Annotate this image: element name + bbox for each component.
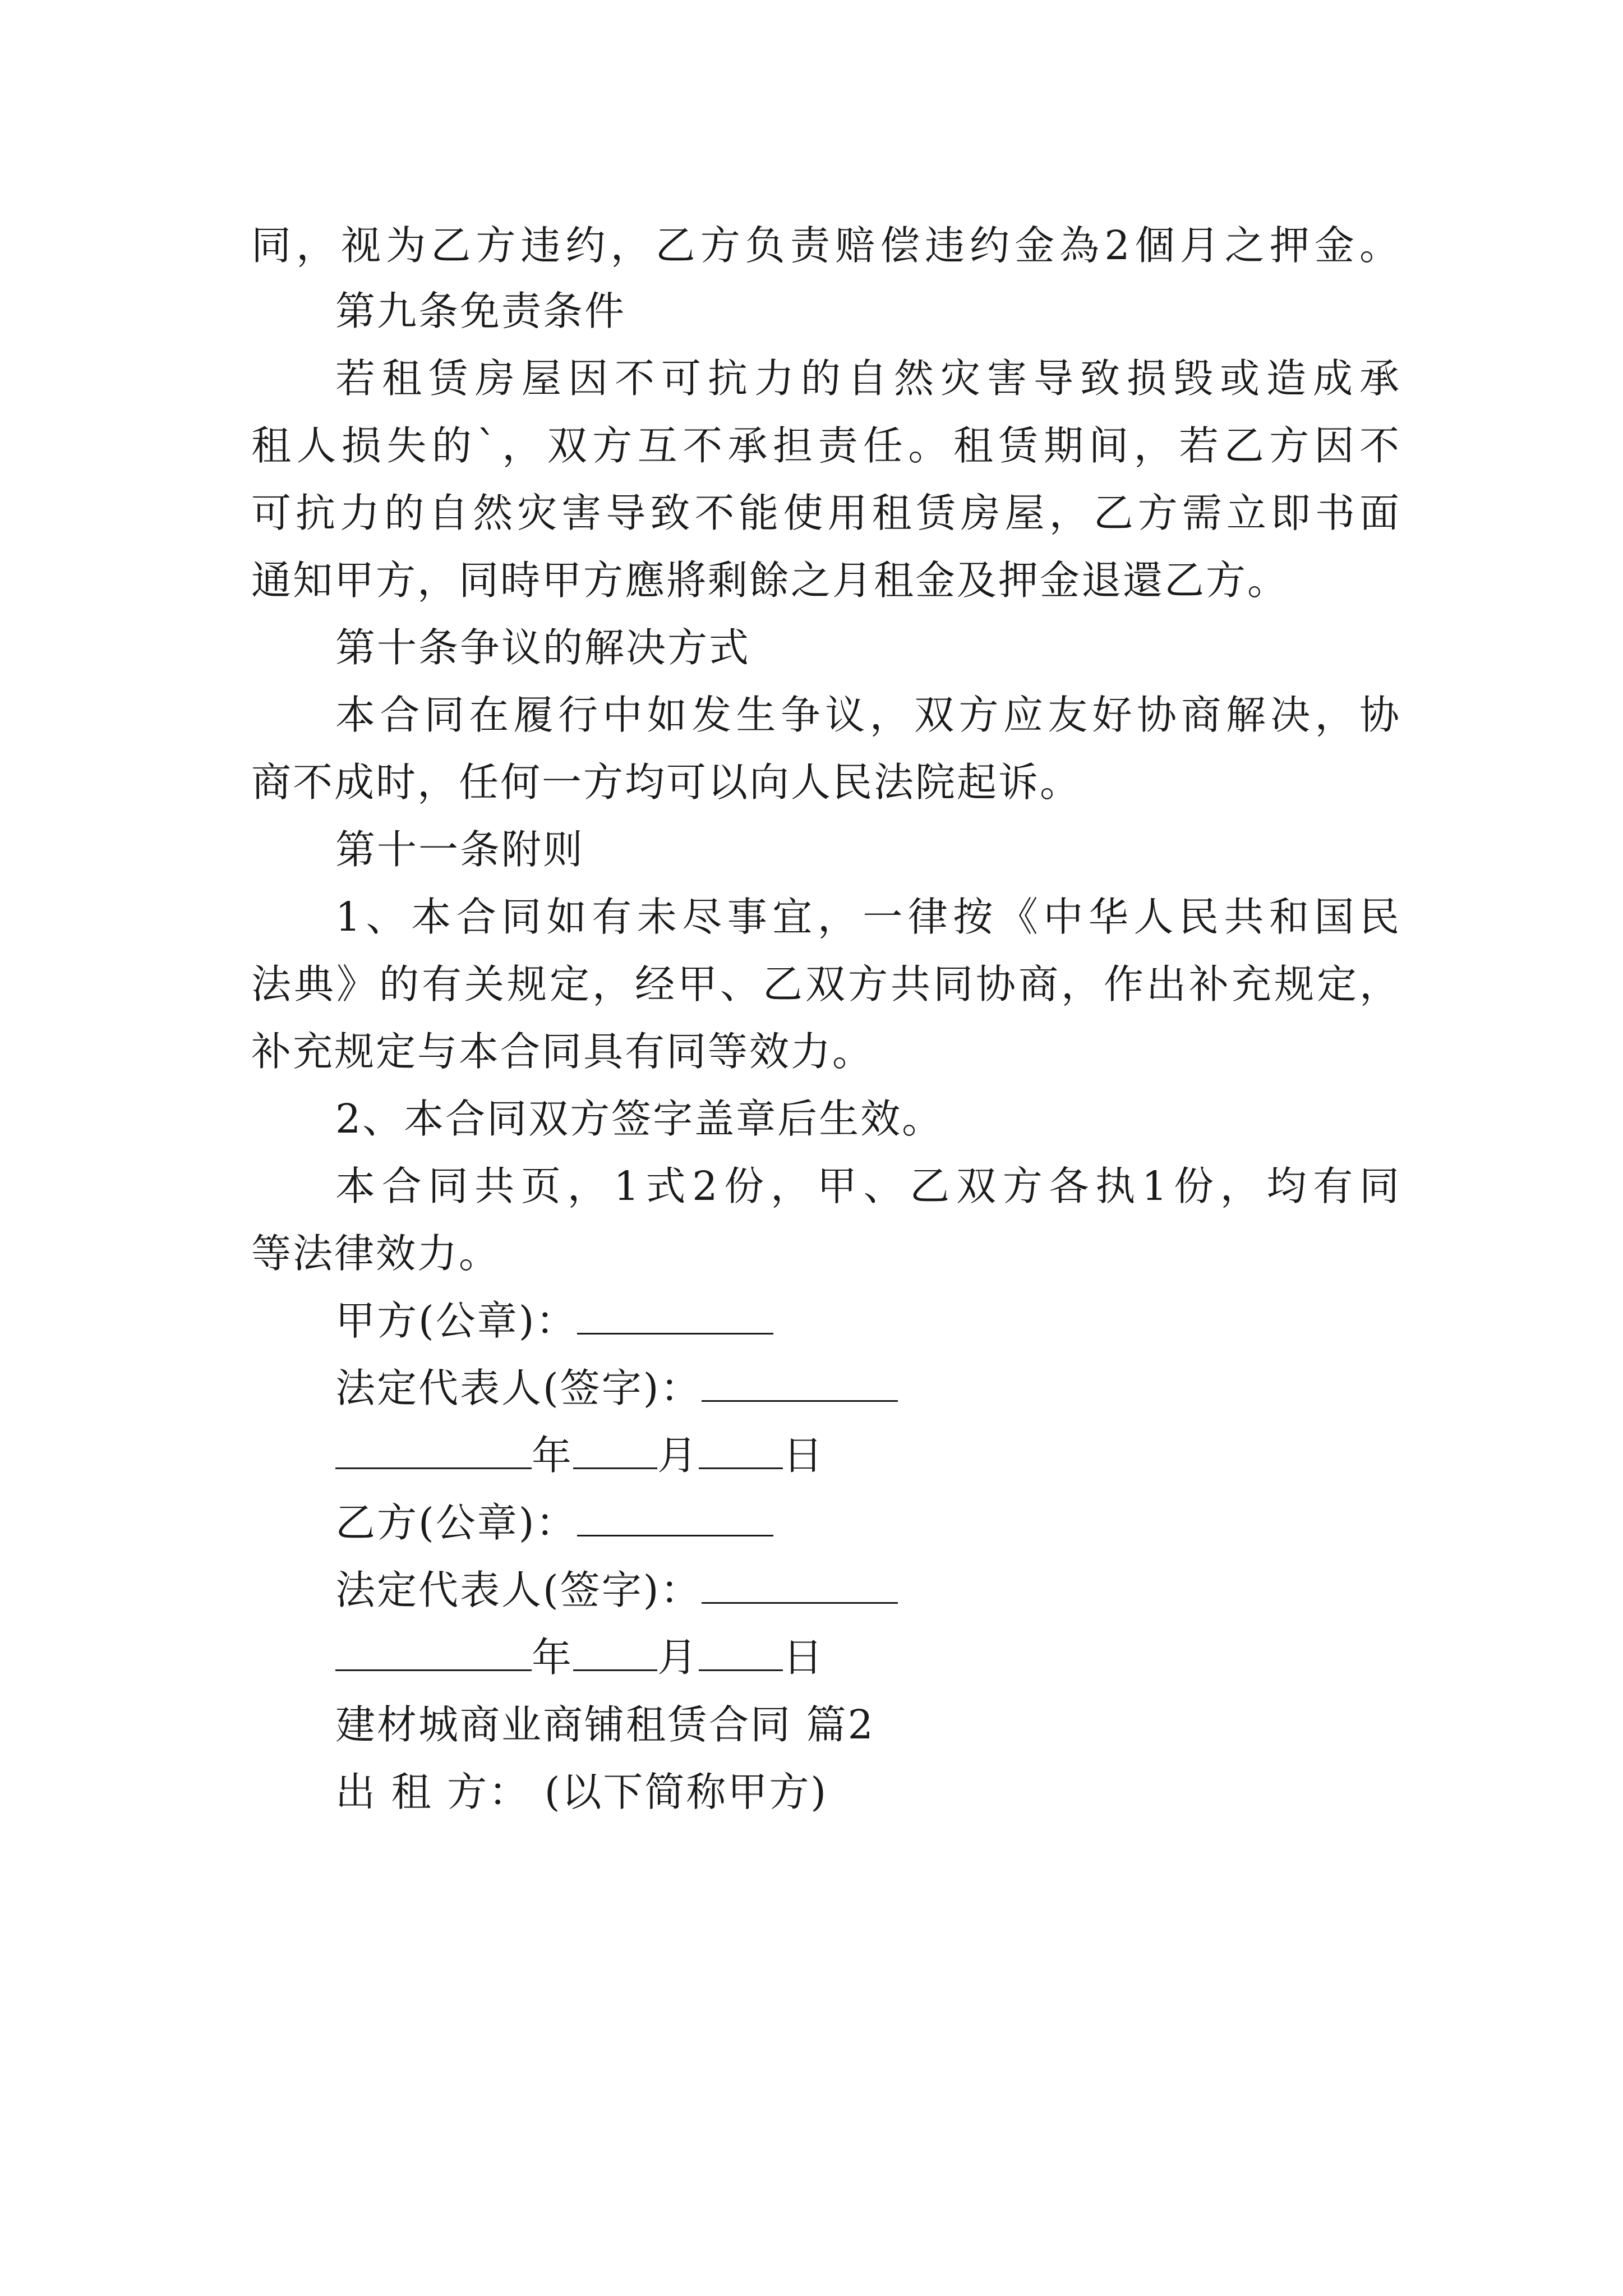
- day-blank: [699, 1635, 783, 1671]
- paragraph-line: 本合同共页，1式2份，甲、乙双方各执1份，均有同: [335, 1163, 1401, 1209]
- paragraph-line: 1、本合同如有未尽事宜，一律按《中华人民共和国民: [335, 894, 1401, 940]
- month-label: 月: [657, 1432, 699, 1479]
- year-label: 年: [532, 1634, 574, 1681]
- year-blank: [335, 1433, 532, 1469]
- month-label: 月: [657, 1634, 699, 1681]
- party-a-seal-line: [335, 1293, 1401, 1349]
- paragraph-line: 法典》的有关规定，经甲、乙双方共同协商，作出补充规定，: [251, 961, 1401, 1007]
- month-blank: [573, 1433, 657, 1469]
- legal-rep-blank: [702, 1365, 898, 1402]
- paragraph-line: 租人损失的`，双方互不承担责任。租赁期间，若乙方因不: [251, 422, 1401, 469]
- paragraph-line: 补充规定与本合同具有同等效力。: [251, 1028, 874, 1075]
- party-b-date-line: [335, 1630, 1401, 1686]
- party-b-seal-line: [335, 1495, 1401, 1551]
- day-label: 日: [783, 1634, 825, 1681]
- party-a-date-line: [335, 1428, 1401, 1484]
- lessor-line: 出 租 方： (以下简称甲方): [335, 1769, 828, 1815]
- year-blank: [335, 1635, 532, 1671]
- paragraph-line: 可抗力的自然灾害导致不能使用租赁房屋，乙方需立即书面: [251, 490, 1401, 536]
- party-a-blank: [577, 1298, 773, 1335]
- day-label: 日: [783, 1432, 825, 1479]
- party-a-rep-line: [335, 1360, 1401, 1416]
- legal-rep-label: 法定代表人(签字)：: [335, 1365, 702, 1411]
- paragraph-line: 等法律效力。: [251, 1230, 501, 1277]
- article-heading: 第十条争议的解决方式: [335, 624, 751, 671]
- paragraph-line: 同，视为乙方违约，乙方负责赔偿违约金為2個月之押金。: [251, 222, 1401, 269]
- paragraph-line: 2、本合同双方签字盖章后生效。: [335, 1096, 944, 1142]
- article-heading: 第九条免责条件: [335, 288, 626, 334]
- paragraph-line: 本合同在履行中如发生争议，双方应友好协商解决，协: [335, 692, 1401, 738]
- paragraph-line: 通知甲方，同時甲方應將剩餘之月租金及押金退還乙方。: [251, 557, 1289, 604]
- party-b-blank: [577, 1500, 773, 1536]
- party-b-rep-line: [335, 1562, 1401, 1618]
- day-blank: [699, 1433, 783, 1469]
- paragraph-line: 商不成时，任何一方均可以向人民法院起诉。: [251, 759, 1082, 806]
- legal-rep-label: 法定代表人(签字)：: [335, 1567, 702, 1613]
- section-title: 建材城商业商铺租赁合同 篇2: [335, 1701, 875, 1748]
- legal-rep-blank: [702, 1567, 898, 1604]
- article-heading: 第十一条附则: [335, 826, 585, 873]
- year-label: 年: [532, 1432, 574, 1479]
- party-b-label: 乙方(公章)：: [335, 1499, 578, 1546]
- paragraph-line: 若租赁房屋因不可抗力的自然灾害导致损毁或造成承: [335, 355, 1401, 402]
- month-blank: [573, 1635, 657, 1671]
- party-a-label: 甲方(公章)：: [335, 1297, 578, 1344]
